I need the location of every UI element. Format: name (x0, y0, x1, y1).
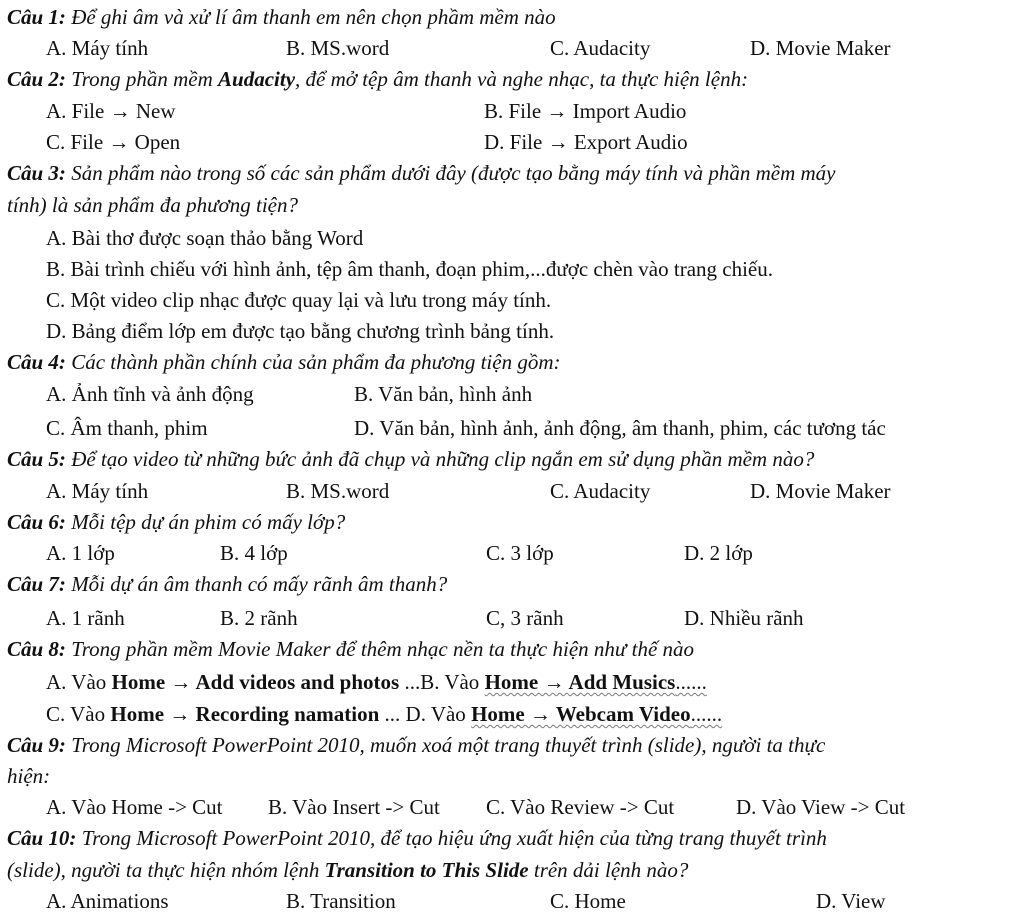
q8-options-ab (46, 670, 707, 694)
q8-option-d-dots: ...... (690, 702, 723, 726)
question-7-label: Câu 7: (7, 572, 66, 596)
q10-option-d: D. View (816, 889, 886, 913)
q1-option-d: D. Movie Maker (750, 36, 891, 60)
question-4-label: Câu 4: (7, 350, 66, 374)
q8-option-b-prefix: ...B. Vào (404, 670, 480, 694)
q8-option-a-command: Home → Add videos and photos (111, 670, 400, 694)
question-2-text-a: Trong phần mềm (71, 67, 213, 91)
question-10-label: Câu 10: (7, 826, 77, 850)
q3-option-c: C. Một video clip nhạc được quay lại và lưu trong máy tính. (46, 288, 552, 312)
question-10 (7, 826, 1024, 850)
q7-option-b: B. 2 rãnh (220, 606, 298, 630)
question-9-label: Câu 9: (7, 733, 66, 757)
question-7 (7, 572, 1024, 596)
q9-option-b: B. Vào Insert -> Cut (268, 795, 440, 819)
question-6-label: Câu 6: (7, 510, 66, 534)
question-10-text-line1: Trong Microsoft PowerPoint 2010, để tạo hiệu ứng xuất hiện của từng trang thuyết trình (81, 826, 827, 850)
q7-option-d: D. Nhiều rãnh (684, 606, 804, 630)
question-1-text: Để ghi âm và xử lí âm thanh em nên chọn phầm mềm nào (71, 5, 556, 29)
question-3-text-line2: tính) là sản phẩm đa phương tiện? (7, 193, 298, 217)
q8-option-a-prefix: A. Vào (46, 670, 107, 694)
question-3-line2 (7, 193, 1024, 217)
question-2-label: Câu 2: (7, 67, 66, 91)
q4-option-c: C. Âm thanh, phim (46, 416, 208, 440)
q2-option-d: D. File → Export Audio (484, 130, 688, 154)
q4-option-d: D. Văn bản, hình ảnh, ảnh động, âm thanh, phim, các tương tác (354, 416, 886, 440)
q8-option-d-command: Home → Webcam Video (471, 702, 691, 726)
q3-option-b: B. Bài trình chiếu với hình ảnh, tệp âm thanh, đoạn phim,...được chèn vào trang chiếu. (46, 257, 774, 281)
q8-option-b-dots: ...... (675, 670, 707, 694)
q10-option-b: B. Transition (286, 889, 396, 913)
q6-option-c: C. 3 lớp (486, 541, 554, 565)
question-5-label: Câu 5: (7, 447, 66, 471)
question-1-label: Câu 1: (7, 5, 66, 29)
q7-option-c: C, 3 rãnh (486, 606, 564, 630)
question-8-label: Câu 8: (7, 637, 66, 661)
q2-option-a: A. File → New (46, 99, 176, 123)
question-3-label: Câu 3: (7, 161, 66, 185)
q8-option-c-prefix: C. Vào (46, 702, 106, 726)
question-10-text-line2-bold: Transition to This Slide (324, 858, 529, 882)
q8-option-d-prefix: ... D. Vào (384, 702, 466, 726)
q5-option-a: A. Máy tính (46, 479, 149, 503)
question-5-text: Để tạo video từ những bức ảnh đã chụp và những clip ngắn em sử dụng phần mềm nào? (71, 447, 815, 471)
q8-options-cd (46, 702, 722, 726)
q5-option-d: D. Movie Maker (750, 479, 891, 503)
question-2 (7, 67, 1024, 91)
q10-option-c: C. Home (550, 889, 626, 913)
q6-option-d: D. 2 lớp (684, 541, 753, 565)
q4-option-b: B. Văn bản, hình ảnh (354, 382, 533, 406)
question-5 (7, 447, 1024, 471)
question-3-text-line1: Sản phẩm nào trong số các sản phẩm dưới đây (được tạo bằng máy tính và phần mềm máy (71, 161, 836, 185)
question-7-text: Mỗi dự án âm thanh có mấy rãnh âm thanh? (71, 572, 448, 596)
q5-option-b: B. MS.word (286, 479, 390, 503)
q3-option-a: A. Bài thơ được soạn thảo bằng Word (46, 226, 364, 250)
question-2-text-bold: Audacity (218, 67, 296, 91)
q9-option-d: D. Vào View -> Cut (736, 795, 906, 819)
q5-option-c: C. Audacity (550, 479, 651, 503)
q6-option-a: A. 1 lớp (46, 541, 115, 565)
question-4 (7, 350, 1024, 374)
q8-option-c-command: Home → Recording namation (110, 702, 380, 726)
question-8 (7, 637, 1024, 661)
q9-option-c: C. Vào Review -> Cut (486, 795, 675, 819)
question-3 (7, 161, 1024, 185)
question-4-text: Các thành phần chính của sản phẩm đa phương tiện gồm: (71, 350, 561, 374)
q1-option-b: B. MS.word (286, 36, 390, 60)
question-6-text: Mỗi tệp dự án phim có mấy lớp? (71, 510, 346, 534)
q3-option-d: D. Bảng điểm lớp em được tạo bằng chương trình bảng tính. (46, 319, 555, 343)
question-6 (7, 510, 1024, 534)
question-9-text-line1: Trong Microsoft PowerPoint 2010, muốn xoá một trang thuyết trình (slide), người ta thực (71, 733, 826, 757)
question-9-text-line2: hiện: (7, 764, 51, 788)
q8-option-b-command: Home → Add Musics (484, 670, 676, 694)
question-8-text: Trong phần mềm Movie Maker để thêm nhạc nền ta thực hiện như thế nào (71, 637, 695, 661)
q4-option-a: A. Ảnh tĩnh và ảnh động (46, 382, 254, 406)
question-9 (7, 733, 1024, 757)
question-10-text-line2-c: trên dải lệnh nào? (533, 858, 689, 882)
question-10-line2 (7, 858, 1024, 882)
q9-option-a: A. Vào Home -> Cut (46, 795, 223, 819)
q1-option-a: A. Máy tính (46, 36, 149, 60)
q2-option-b: B. File → Import Audio (484, 99, 687, 123)
q2-option-c: C. File → Open (46, 130, 181, 154)
question-2-text-c: , để mở tệp âm thanh và nghe nhạc, ta thực hiện lệnh: (295, 67, 749, 91)
q6-option-b: B. 4 lớp (220, 541, 288, 565)
q10-option-a: A. Animations (46, 889, 169, 913)
question-10-text-line2-a: (slide), người ta thực hiện nhóm lệnh (7, 858, 320, 882)
question-1 (7, 5, 1024, 29)
q7-option-a: A. 1 rãnh (46, 606, 125, 630)
question-9-line2 (7, 764, 1024, 788)
q1-option-c: C. Audacity (550, 36, 651, 60)
